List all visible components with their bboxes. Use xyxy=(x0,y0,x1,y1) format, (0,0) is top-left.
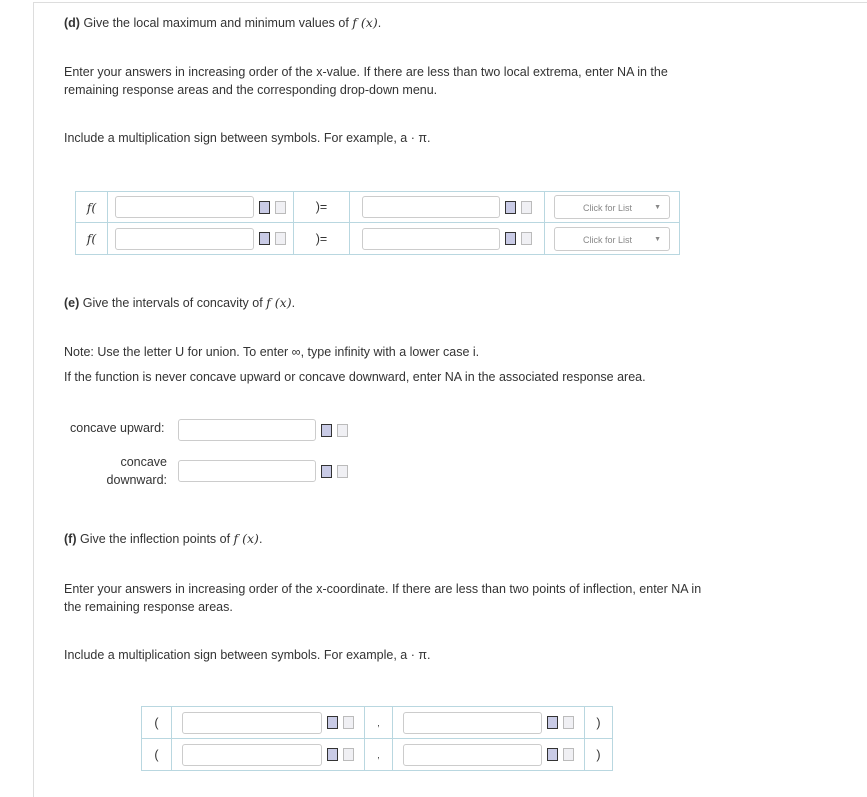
inflection-row xyxy=(142,707,613,739)
open-paren: ( xyxy=(142,707,172,739)
f-label: f( xyxy=(76,192,108,223)
extremum-type-select-2[interactable]: Click for List ▼ xyxy=(554,227,670,251)
x-coordinate-input-2[interactable] xyxy=(182,744,322,766)
preview-icon[interactable] xyxy=(505,232,516,245)
concave-downward-input[interactable] xyxy=(178,460,316,482)
part-e-note-2: If the function is never concave upward or concave downward, enter NA in the associated response area. xyxy=(64,370,646,384)
part-f-instructions: Enter your answers in increasing order of the x-coordinate. If there are less than two points of inflection, enter NA in the remaining response areas. xyxy=(64,582,702,614)
page-frame xyxy=(33,2,867,797)
comma: , xyxy=(365,707,393,739)
help-icon[interactable] xyxy=(275,232,286,245)
part-d-multiplication-note: Include a multiplication sign between symbols. For example, a · π. xyxy=(64,131,431,145)
help-icon[interactable] xyxy=(275,201,286,214)
chevron-down-icon: ▼ xyxy=(654,235,661,243)
preview-icon[interactable] xyxy=(259,232,270,245)
preview-icon[interactable] xyxy=(505,201,516,214)
part-f-multiplication-note: Include a multiplication sign between symbols. For example, a · π. xyxy=(64,648,431,662)
concave-downward-label: concave downward: xyxy=(106,455,167,487)
x-value-input-2[interactable] xyxy=(115,228,254,250)
close-paren: ) xyxy=(585,739,613,771)
extrema-table xyxy=(75,191,680,255)
f-value-input-1[interactable] xyxy=(362,196,500,218)
concave-upward-label: concave upward: xyxy=(70,421,165,435)
inflection-table xyxy=(141,706,613,771)
extrema-row xyxy=(76,192,680,223)
preview-icon[interactable] xyxy=(327,748,338,761)
help-icon[interactable] xyxy=(563,716,574,729)
preview-icon[interactable] xyxy=(321,424,332,437)
preview-icon[interactable] xyxy=(327,716,338,729)
help-icon[interactable] xyxy=(521,232,532,245)
extrema-row xyxy=(76,223,680,255)
close-paren: ) xyxy=(585,707,613,739)
inflection-row xyxy=(142,739,613,771)
preview-icon[interactable] xyxy=(259,201,270,214)
help-icon[interactable] xyxy=(563,748,574,761)
chevron-down-icon: ▼ xyxy=(654,204,661,211)
part-e-note: Note: Use the letter U for union. To enter ∞, type infinity with a lower case i. xyxy=(64,345,480,359)
comma: , xyxy=(365,739,393,771)
part-d-heading: (d) Give the local maximum and minimum values of f (x). xyxy=(64,15,382,30)
help-icon[interactable] xyxy=(343,748,354,761)
preview-icon[interactable] xyxy=(547,716,558,729)
open-paren: ( xyxy=(142,739,172,771)
y-coordinate-input-2[interactable] xyxy=(403,744,542,766)
help-icon[interactable] xyxy=(343,716,354,729)
equals-label: )= xyxy=(294,192,350,223)
f-label: f( xyxy=(76,223,108,255)
y-coordinate-input-1[interactable] xyxy=(403,712,542,734)
preview-icon[interactable] xyxy=(547,748,558,761)
concave-upward-input[interactable] xyxy=(178,419,316,441)
part-e-heading: (e) Give the intervals of concavity of f (x). xyxy=(64,295,296,310)
part-d-instructions: Enter your answers in increasing order of the x-value. If there are less than two local extrema, enter NA in the remaining response areas and the corresponding drop-down menu. xyxy=(64,65,668,97)
x-coordinate-input-1[interactable] xyxy=(182,712,322,734)
preview-icon[interactable] xyxy=(321,465,332,478)
extremum-type-select-1[interactable]: Click for List ▼ xyxy=(554,195,670,219)
f-value-input-2[interactable] xyxy=(362,228,500,250)
help-icon[interactable] xyxy=(337,424,348,437)
help-icon[interactable] xyxy=(337,465,348,478)
help-icon[interactable] xyxy=(521,201,532,214)
part-f-heading: (f) Give the inflection points of f (x). xyxy=(64,531,263,546)
equals-label: )= xyxy=(294,223,350,255)
x-value-input-1[interactable] xyxy=(115,196,254,218)
